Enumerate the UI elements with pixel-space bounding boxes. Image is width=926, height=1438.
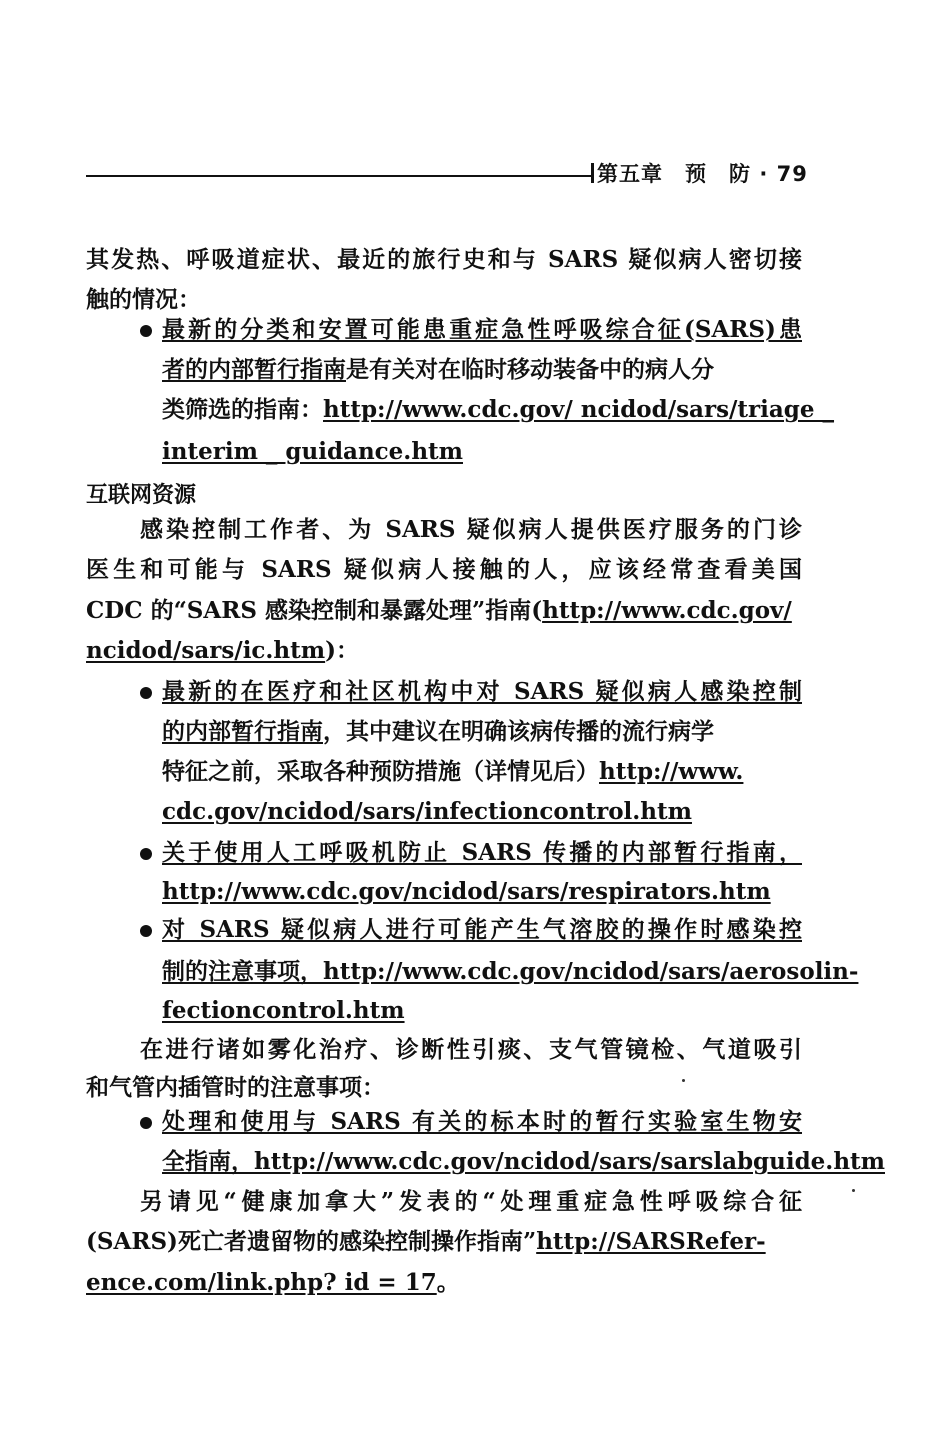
paragraph-2-line-4 xyxy=(86,636,359,666)
bullet-1-line-2 xyxy=(162,355,802,385)
bullet-3-line-1[interactable]: 关于使用人工呼吸机防止 SARS 传播的内部暂行指南， xyxy=(162,839,802,866)
lab-guide-url-link[interactable]: 全指南，http://www.cdc.gov/ncidod/sars/sarslabguide.htm xyxy=(162,1148,885,1175)
section-heading: 互联网资源 xyxy=(86,483,197,508)
paragraph-2-end: )： xyxy=(325,637,360,664)
cdc-ic-link[interactable]: http://www.cdc.gov/ xyxy=(542,597,792,624)
aerosol-url-continued[interactable]: fectioncontrol.htm xyxy=(162,997,405,1024)
paragraph-2-line-1: 感染控制工作者、为 SARS 疑似病人提供医疗服务的门诊 xyxy=(140,516,802,543)
paragraph-2-line-3 xyxy=(86,596,802,626)
bullet-1-line-1[interactable]: 最新的分类和安置可能患重症急性呼吸综合征(SARS)患 xyxy=(162,316,802,343)
paragraph-4-line-2 xyxy=(86,1227,802,1257)
paragraph-2-text: CDC 的“SARS 感染控制和暴露处理”指南( xyxy=(86,597,543,624)
bullet-dot xyxy=(140,925,152,937)
paragraph-2-line-2: 医生和可能与 SARS 疑似病人接触的人，应该经常查看美国 xyxy=(86,556,802,583)
header-divider xyxy=(591,163,594,183)
sars-reference-link[interactable]: http://SARSRefer- xyxy=(536,1228,766,1255)
infection-url-continued[interactable]: cdc.gov/ncidod/sars/infectioncontrol.htm xyxy=(162,798,692,825)
paragraph-4-text: (SARS)死亡者遗留物的感染控制操作指南” xyxy=(86,1228,537,1255)
sars-reference-link-continued[interactable]: ence.com/link.php? id = 17 xyxy=(86,1269,437,1296)
page-number: · 79 xyxy=(759,162,808,186)
paragraph-1-line-2: 触的情况： xyxy=(86,286,201,313)
bullet-1-text: 是有关对在临时移动装备中的病人分 xyxy=(346,356,714,383)
respirators-url-link[interactable]: http://www.cdc.gov/ncidod/sars/respirators.htm xyxy=(162,878,771,905)
paragraph-1-line-1: 其发热、呼吸道症状、最近的旅行史和与 SARS 疑似病人密切接 xyxy=(86,246,802,273)
bullet-4-line-1[interactable]: 对 SARS 疑似病人进行可能产生气溶胶的操作时感染控 xyxy=(162,916,802,943)
bullet-dot xyxy=(140,325,152,337)
print-speck xyxy=(852,1189,855,1192)
aerosol-guideline-link[interactable]: 制的注意事项， xyxy=(162,958,323,985)
bullet-2-text-2: 特征之前，采取各种预防措施（详情见后） xyxy=(162,758,599,785)
paragraph-3-line-1: 在进行诸如雾化治疗、诊断性引痰、支气管镜检、气道吸引 xyxy=(140,1036,802,1063)
triage-url-continued[interactable]: interim _ guidance.htm xyxy=(162,438,463,465)
triage-url-link[interactable]: http://www.cdc.gov/ ncidod/sars/triage _ xyxy=(323,396,835,423)
bullet-2-text: ，其中建议在明确该病传播的流行病学 xyxy=(323,718,714,745)
bullet-dot xyxy=(140,687,152,699)
guideline-link-text[interactable]: 者的内部暂行指南 xyxy=(162,356,346,383)
chapter-title: 第五章 预 防 xyxy=(597,162,751,186)
bullet-4-line-2 xyxy=(162,957,859,987)
bullet-2-line-1[interactable]: 最新的在医疗和社区机构中对 SARS 疑似病人感染控制 xyxy=(162,678,802,705)
bullet-1-line-3 xyxy=(162,395,835,425)
infection-url-link[interactable]: http://www. xyxy=(599,758,744,785)
aerosol-url-link[interactable]: http://www.cdc.gov/ncidod/sars/aerosolin- xyxy=(323,958,859,985)
bullet-2-line-3 xyxy=(162,757,802,787)
bullet-5-line-1[interactable]: 处理和使用与 SARS 有关的标本时的暂行实验室生物安 xyxy=(162,1108,802,1135)
bullet-dot xyxy=(140,848,152,860)
bullet-dot xyxy=(140,1117,152,1129)
paragraph-4-end: 。 xyxy=(436,1269,460,1296)
print-speck xyxy=(682,1079,685,1082)
cdc-ic-link-continued[interactable]: ncidod/sars/ic.htm xyxy=(86,637,326,664)
paragraph-4-line-3 xyxy=(86,1268,460,1298)
infection-guideline-link[interactable]: 的内部暂行指南 xyxy=(162,718,323,745)
running-header xyxy=(597,158,808,188)
bullet-1-label: 类筛选的指南： xyxy=(162,396,323,423)
bullet-2-line-2 xyxy=(162,717,802,747)
paragraph-4-line-1: 另请见“健康加拿大”发表的“处理重症急性呼吸综合征 xyxy=(140,1188,802,1215)
header-rule xyxy=(86,175,591,177)
paragraph-3-line-2: 和气管内插管时的注意事项： xyxy=(86,1074,385,1101)
